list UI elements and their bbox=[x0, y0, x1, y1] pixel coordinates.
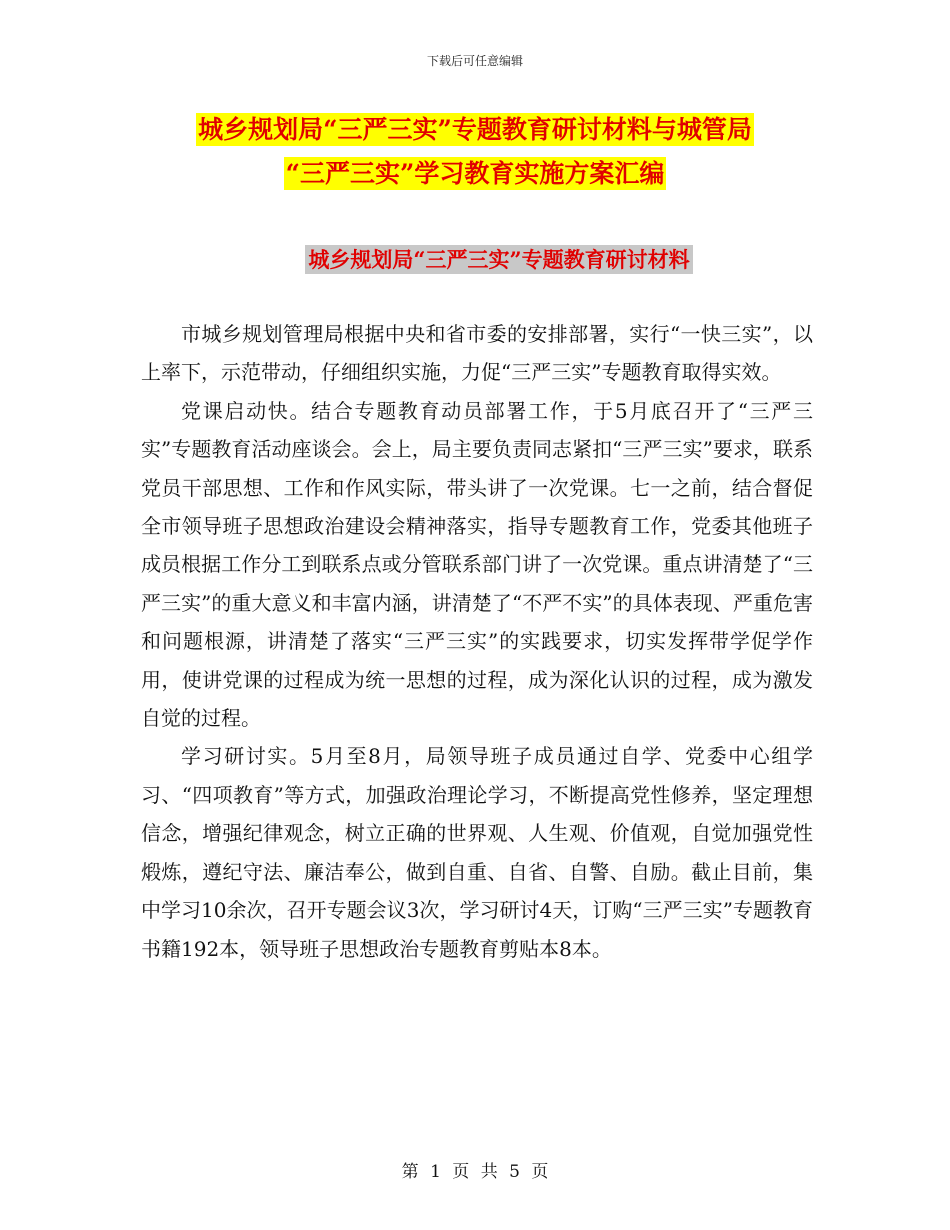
paragraph-intro: 市城乡规划管理局根据中央和省市委的安排部署，实行“一快三实”，以上率下，示范带动，仔细组织实施，力促“三严三实”专题教育取得实效。 bbox=[141, 322, 813, 385]
page-number-footer: 第 1 页 共 5 页 bbox=[401, 1162, 549, 1182]
body-text bbox=[141, 315, 813, 968]
document-title bbox=[0, 108, 950, 196]
title-highlight-2: “三严三实”学习教育实施方案汇编 bbox=[285, 159, 665, 188]
section-title-text: 城乡规划局“三严三实”专题教育研讨材料 bbox=[305, 245, 692, 274]
paragraph-party-lecture: 党课启动快。结合专题教育动员部署工作，于5月底召开了“三严三实”专题教育活动座谈会。会上，局主要负责同志紧扣“三严三实”要求，联系党员干部思想、工作和作风实际，带头讲了一次党课。七一之前，结合督促全市领导班子思想政治建设会精神落实，指导专题教育工作，党委其他班子成员根据工作分工到联系点或分管联系部门讲了一次党课。重点讲清楚了“三严三实”的重大意义和丰富内涵，讲清楚了“不严不实”的具体表现、严重危害和问题根源，讲清楚了落实“三严三实”的实践要求，切实发挥带学促学作用，使讲党课的过程成为统一思想的过程，成为深化认识的过程，成为激发自觉的过程。 bbox=[141, 398, 813, 731]
document-title-line-2 bbox=[0, 152, 950, 196]
title-highlight-1: 城乡规划局“三严三实”专题教育研讨材料与城管局 bbox=[198, 115, 752, 144]
header-note: 下载后可任意编辑 bbox=[426, 54, 523, 68]
paragraph-study: 学习研讨实。5月至8月，局领导班子成员通过自学、党委中心组学习、“四项教育”等方式，加强政治理论学习，不断提高党性修养，坚定理想信念，增强纪律观念，树立正确的世界观、人生观、价值观，自觉加强党性煅炼，遵纪守法、廉洁奉公，做到自重、自省、自警、自励。截止目前，集中学习10余次，召开专题会议3次，学习研讨4天，订购“三严三实”专题教育书籍192本，领导班子思想政治专题教育剪贴本8本。 bbox=[141, 744, 813, 961]
document-title-line-1 bbox=[0, 108, 950, 152]
section-title bbox=[0, 244, 950, 274]
